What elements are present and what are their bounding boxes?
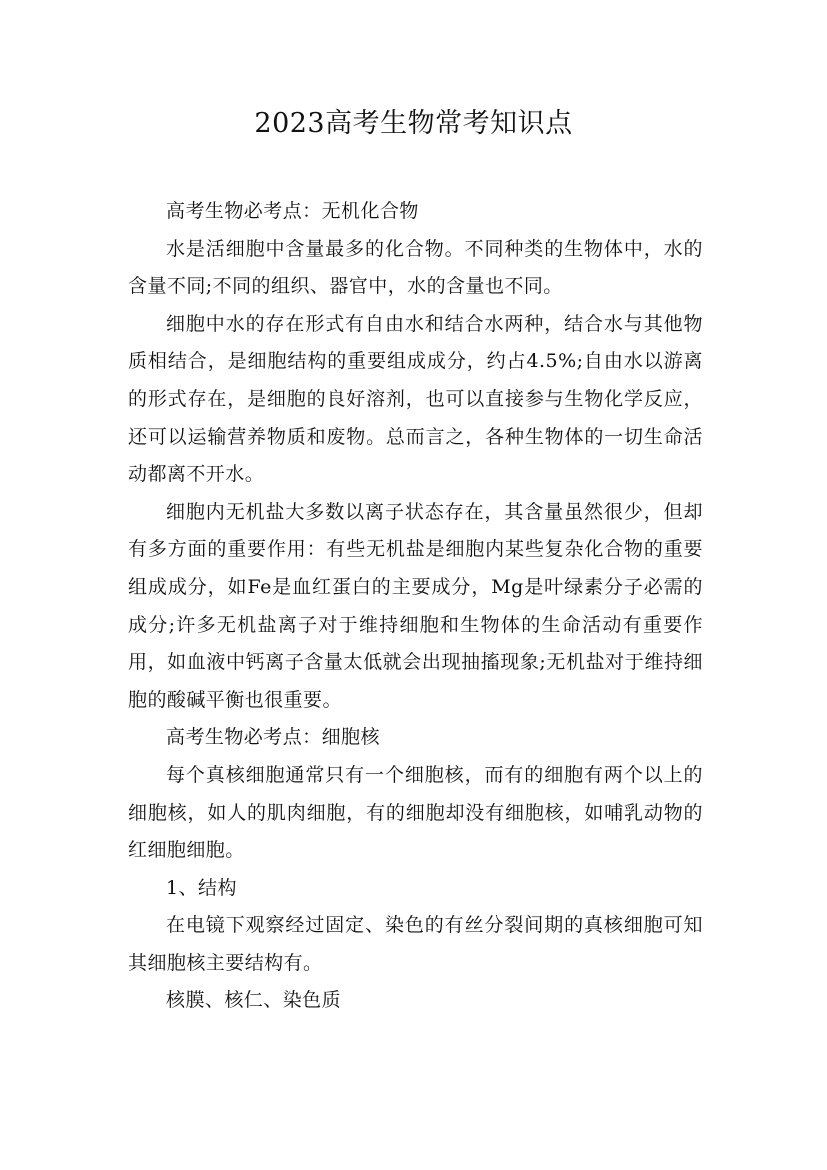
paragraph-inorganic-salts: 细胞内无机盐大多数以离子状态存在，其含量虽然很少，但却有多方面的重要作用：有些无机盐是细胞内某些复杂化合物的重要组成成分，如Fe是血红蛋白的主要成分，Mg是叶绿素分子必需的成分;许多无机盐离子对于维持细胞和生物体的生命活动有重要作用，如血液中钙离子含量太低就会出现抽搐现象;无机盐对于维持细胞的酸碱平衡也很重要。 (128, 500, 703, 711)
section-heading-nucleus: 高考生物必考点：细胞核 (166, 726, 380, 749)
section-heading-inorganic: 高考生物必考点：无机化合物 (166, 200, 419, 222)
document-title: 2023高考生物常考知识点 (254, 108, 573, 139)
paragraph-structure-parts: 核膜、核仁、染色质 (166, 989, 342, 1012)
paragraph-water-forms: 细胞中水的存在形式有自由水和结合水两种，结合水与其他物质相结合，是细胞结构的重要组成成分，约占4.5%;自由水以游离的形式存在，是细胞的良好溶剂，也可以直接参与生物化学反应，还可以运输营养物质和废物。总而言之，各种生物体的一切生命活动都离不开水。 (128, 312, 703, 486)
paragraph-structure-observation: 在电镜下观察经过固定、染色的有丝分裂间期的真核细胞可知其细胞核主要结构有。 (128, 914, 703, 974)
document-body (128, 193, 703, 1020)
paragraph-nucleus-count: 每个真核细胞通常只有一个细胞核，而有的细胞有两个以上的细胞核，如人的肌肉细胞，有的细胞却没有细胞核，如哺乳动物的红细胞细胞。 (128, 763, 703, 862)
paragraph-water-content: 水是活细胞中含量最多的化合物。不同种类的生物体中，水的含量不同;不同的组织、器官中，水的含量也不同。 (128, 237, 703, 298)
subheading-structure: 1、结构 (166, 876, 237, 899)
